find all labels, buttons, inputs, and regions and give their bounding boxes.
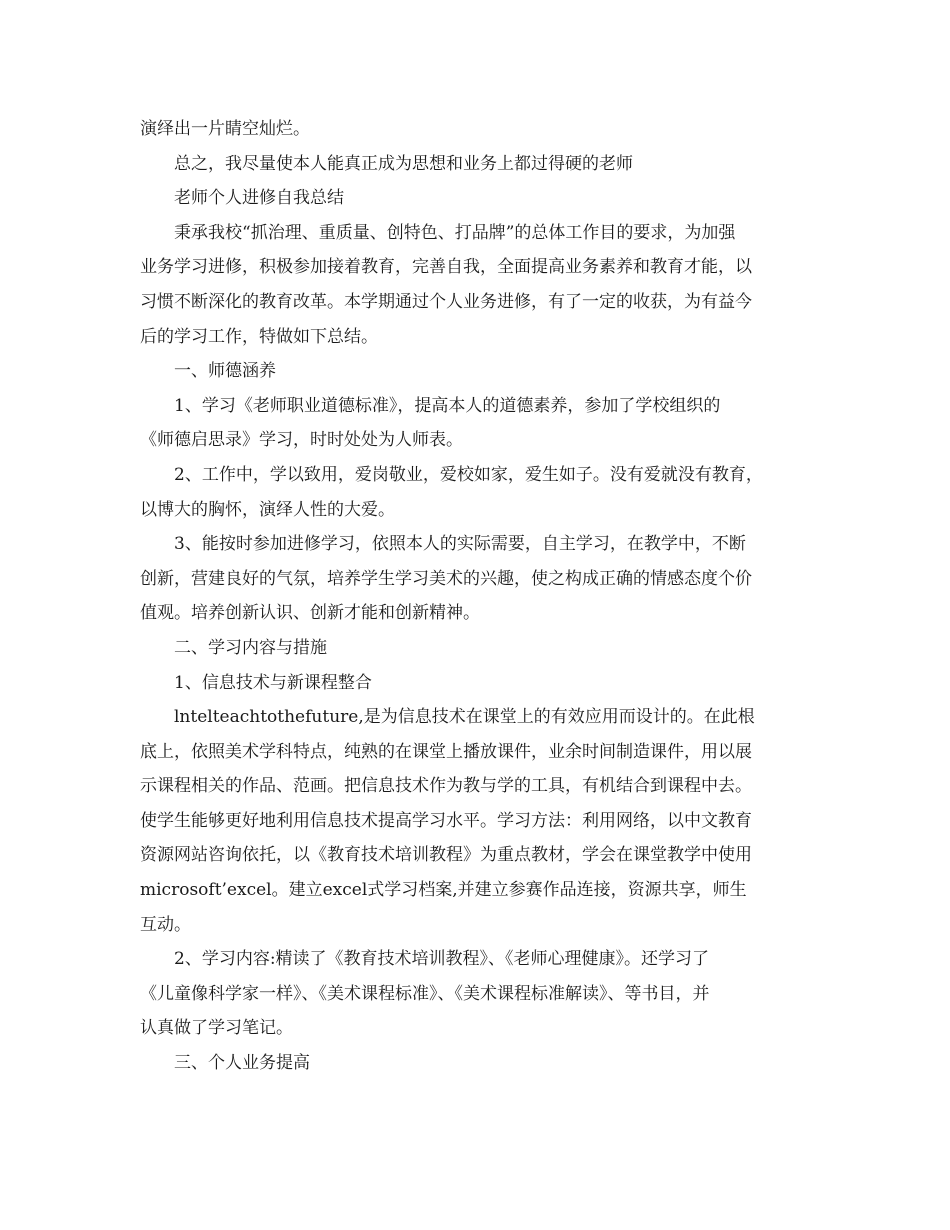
heading-line: 三、个人业务提高 xyxy=(174,1053,310,1074)
paragraph-line: 值观。培养创新认识、创新才能和创新精神。 xyxy=(140,603,480,624)
paragraph-line: 习惯不断深化的教育改革。本学期通过个人业务进修，有了一定的收获，为有益今 xyxy=(140,291,752,312)
paragraph-line: 2、工作中，学以致用，爱岗敬业，爱校如家，爱生如子。没有爱就没有教育， xyxy=(174,464,763,485)
paragraph-line: 底上，依照美术学科特点，纯熟的在课堂上播放课件，业余时间制造课件，用以展 xyxy=(140,741,752,762)
paragraph-line: 总之，我尽量使本人能真正成为思想和业务上都过得硬的老师 xyxy=(174,153,633,174)
heading-line: 二、学习内容与措施 xyxy=(174,637,327,658)
paragraph-line: 示课程相关的作品、范画。把信息技术作为教与学的工具，有机结合到课程中去。 xyxy=(140,776,752,797)
paragraph-line: 认真做了学习笔记。 xyxy=(140,1018,293,1039)
heading-line: 一、师德涵养 xyxy=(174,361,276,382)
paragraph-line: 创新，营建良好的气氛，培养学生学习美术的兴趣，使之构成正确的情感态度个价 xyxy=(140,568,752,589)
paragraph-line: 使学生能够更好地利用信息技术提高学习水平。学习方法：利用网络，以中文教育 xyxy=(140,810,752,831)
paragraph-line: 互动。 xyxy=(140,914,191,935)
paragraph-line: 后的学习工作，特做如下总结。 xyxy=(140,326,378,347)
document-body xyxy=(140,112,825,1081)
paragraph-line: microsoft’excel。建立excel式学习档案,并建立参赛作品连接，资源共享，师生 xyxy=(140,880,747,901)
paragraph-line: 业务学习进修，积极参加接着教育，完善自我，全面提高业务素养和教育才能，以 xyxy=(140,257,752,278)
paragraph-line: 《儿童像科学家一样》、《美术课程标准》、《美术课程标准解读》、等书目，并 xyxy=(140,983,710,1004)
paragraph-line: 《师德启思录》学习，时时处处为人师表。 xyxy=(140,430,463,451)
paragraph-line: lntelteachtothefuture,是为信息技术在课堂上的有效应用而设计的。在此根 xyxy=(174,707,755,728)
paragraph-line: 2、学习内容:精读了《教育技术培训教程》、《老师心理健康》。还学习了 xyxy=(174,949,710,970)
subheading-line: 1、信息技术与新课程整合 xyxy=(174,672,372,693)
paragraph-line: 资源网站咨询依托，以《教育技术培训教程》为重点教材，学会在课堂教学中使用 xyxy=(140,845,752,866)
paragraph-line: 3、能按时参加进修学习，依照本人的实际需要，自主学习，在教学中，不断 xyxy=(174,534,746,555)
paragraph-line: 秉承我校“抓治理、重质量、创特色、打品牌”的总体工作目的要求，为加强 xyxy=(174,222,736,243)
paragraph-line: 演绎出一片睛空灿烂。 xyxy=(140,119,310,139)
section-title: 老师个人进修自我总结 xyxy=(174,188,344,209)
paragraph-line: 1、学习《老师职业道德标准》，提高本人的道德素养，参加了学校组织的 xyxy=(174,395,721,416)
paragraph-line: 以博大的胸怀，演绎人性的大爱。 xyxy=(140,499,395,520)
